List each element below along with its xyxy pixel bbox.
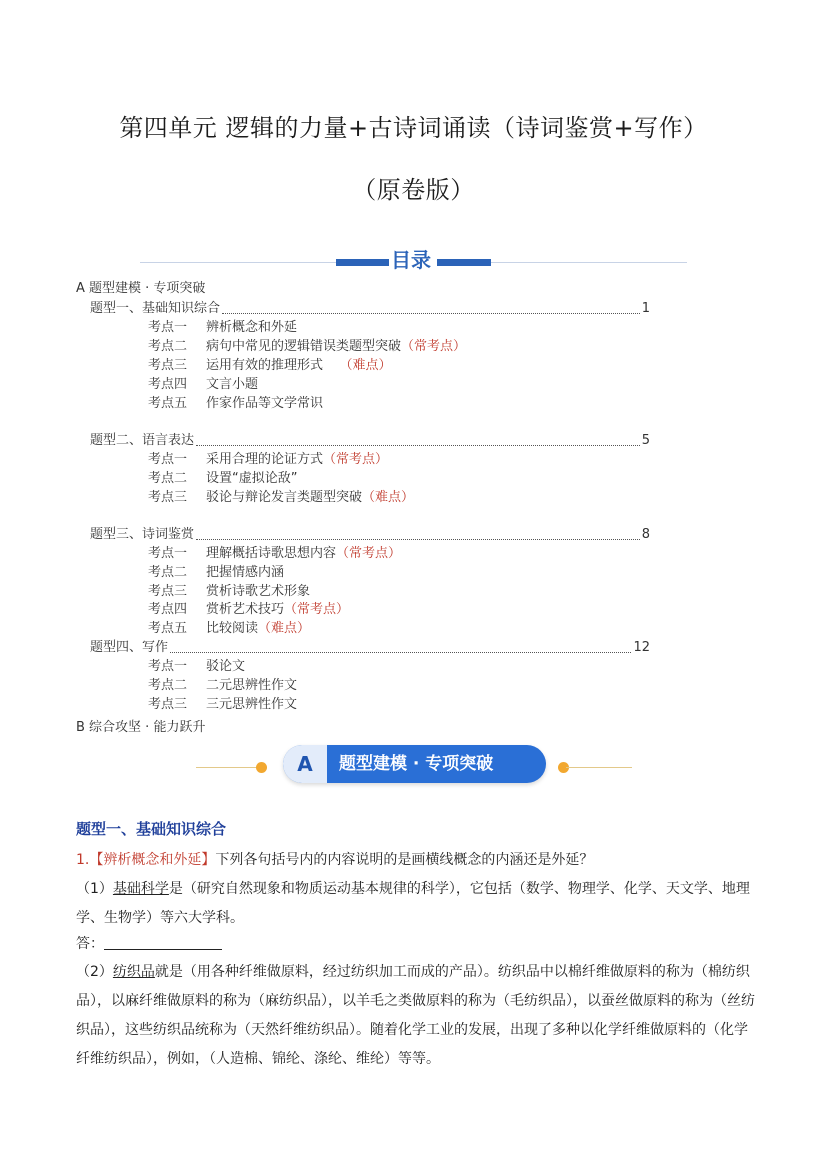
toc-entry-title: 题型二、语言表达: [90, 433, 195, 448]
answer-label: 答：: [76, 936, 104, 952]
toc-point[interactable]: 考点三 三元思辨性作文: [148, 697, 298, 712]
toc-point[interactable]: 考点一 理解概括诗歌思想内容（常考点）: [148, 546, 402, 561]
toc-point[interactable]: 考点四 赏析艺术技巧（常考点）: [148, 602, 350, 617]
toc-leader-dots: [222, 313, 640, 314]
toc-point[interactable]: 考点五 作家作品等文学常识: [148, 396, 324, 411]
toc-entry-page: 1: [641, 301, 650, 316]
toc-part-a[interactable]: A 题型建模 · 专项突破: [76, 281, 206, 296]
toc-point[interactable]: 考点四 文言小题: [148, 377, 259, 392]
banner-line-left: [196, 767, 262, 768]
toc-point[interactable]: 考点二 二元思辨性作文: [148, 678, 298, 693]
question-number: 1.: [76, 852, 90, 868]
question-text: 下列各句括号内的内容说明的是画横线概念的内涵还是外延？: [215, 852, 594, 868]
toc-point[interactable]: 考点一 辨析概念和外延: [148, 320, 298, 335]
question-tag: 【辨析概念和外延】: [89, 852, 216, 868]
toc-bar-right: [437, 259, 491, 266]
toc-entry-title: 题型三、诗词鉴赏: [90, 527, 195, 542]
toc-leader-dots: [170, 652, 631, 653]
banner-letter: A: [283, 745, 327, 783]
toc-entry-type2[interactable]: [90, 432, 650, 450]
underlined-term: 基础科学: [112, 881, 169, 897]
toc-entry-page: 8: [641, 527, 650, 542]
banner-dot-left: [256, 762, 267, 773]
toc-point[interactable]: 考点二 设置“虚拟论敌”: [148, 471, 298, 486]
toc-point[interactable]: 考点三 赏析诗歌艺术形象: [148, 584, 311, 599]
question-1-item-1: （1）基础科学是（研究自然现象和物质运动基本规律的科学），它包括（数学、物理学、化学、天文学、地理学、生物学）等六大学科。: [76, 881, 750, 926]
page-title: 第四单元 逻辑的力量+古诗词诵读（诗词鉴赏+写作）: [119, 114, 708, 142]
toc-point[interactable]: 考点二 把握情感内涵: [148, 565, 285, 580]
toc-bar-left: [336, 259, 389, 266]
toc-entry-page: 12: [633, 640, 650, 655]
toc-label: 目录: [391, 248, 431, 272]
toc-point[interactable]: 考点五 比较阅读（难点）: [148, 621, 311, 636]
answer-blank[interactable]: [104, 935, 222, 950]
section-banner: [283, 745, 546, 783]
toc-point[interactable]: 考点二 病句中常见的逻辑错误类题型突破（常考点）: [148, 339, 467, 354]
toc-divider-right: [491, 262, 687, 263]
toc-entry-title: 题型一、基础知识综合: [90, 301, 221, 316]
page-subtitle: （原卷版）: [352, 176, 475, 204]
toc-entry-type1[interactable]: [90, 300, 650, 318]
banner-text: 题型建模 · 专项突破: [339, 754, 494, 774]
section-heading: 题型一、基础知识综合: [76, 820, 227, 838]
underlined-term: 纺织品: [112, 964, 155, 980]
question-1-item-2: （2）纺织品就是（用各种纤维做原料，经过纺织加工而成的产品）。纺织品中以棉纤维做原料的称为（棉纺织品），以麻纤维做原料的称为（麻纺织品），以羊毛之类做原料的称为（毛纺织品），以蚕丝做原料的称为（丝纺织品），这些纺织品统称为（天然纤维纺织品）。随着化学工业的发展，出现了多种以化学纤维做原料的（化学纤维纺织品），例如，（人造棉、锦纶、涤纶、维纶）等等。: [76, 964, 755, 1067]
toc-divider-left: [140, 262, 336, 263]
toc-entry-title: 题型四、写作: [90, 640, 169, 655]
toc-point[interactable]: 考点一 驳论文: [148, 659, 246, 674]
toc-part-b[interactable]: B 综合攻坚 · 能力跃升: [76, 720, 206, 735]
banner-line-right: [566, 767, 632, 768]
toc-point[interactable]: 考点三 驳论与辩论发言类题型突破（难点）: [148, 490, 415, 505]
toc-entry-type4[interactable]: [90, 639, 650, 657]
toc-leader-dots: [196, 539, 640, 540]
toc-point[interactable]: 考点三 运用有效的推理形式 （难点）: [148, 358, 392, 373]
toc-entry-type3[interactable]: [90, 526, 650, 544]
toc-leader-dots: [196, 445, 640, 446]
toc-point[interactable]: 考点一 采用合理的论证方式（常考点）: [148, 452, 389, 467]
question-1-stem: [76, 846, 756, 875]
toc-entry-page: 5: [641, 433, 650, 448]
answer-row: [76, 930, 756, 959]
